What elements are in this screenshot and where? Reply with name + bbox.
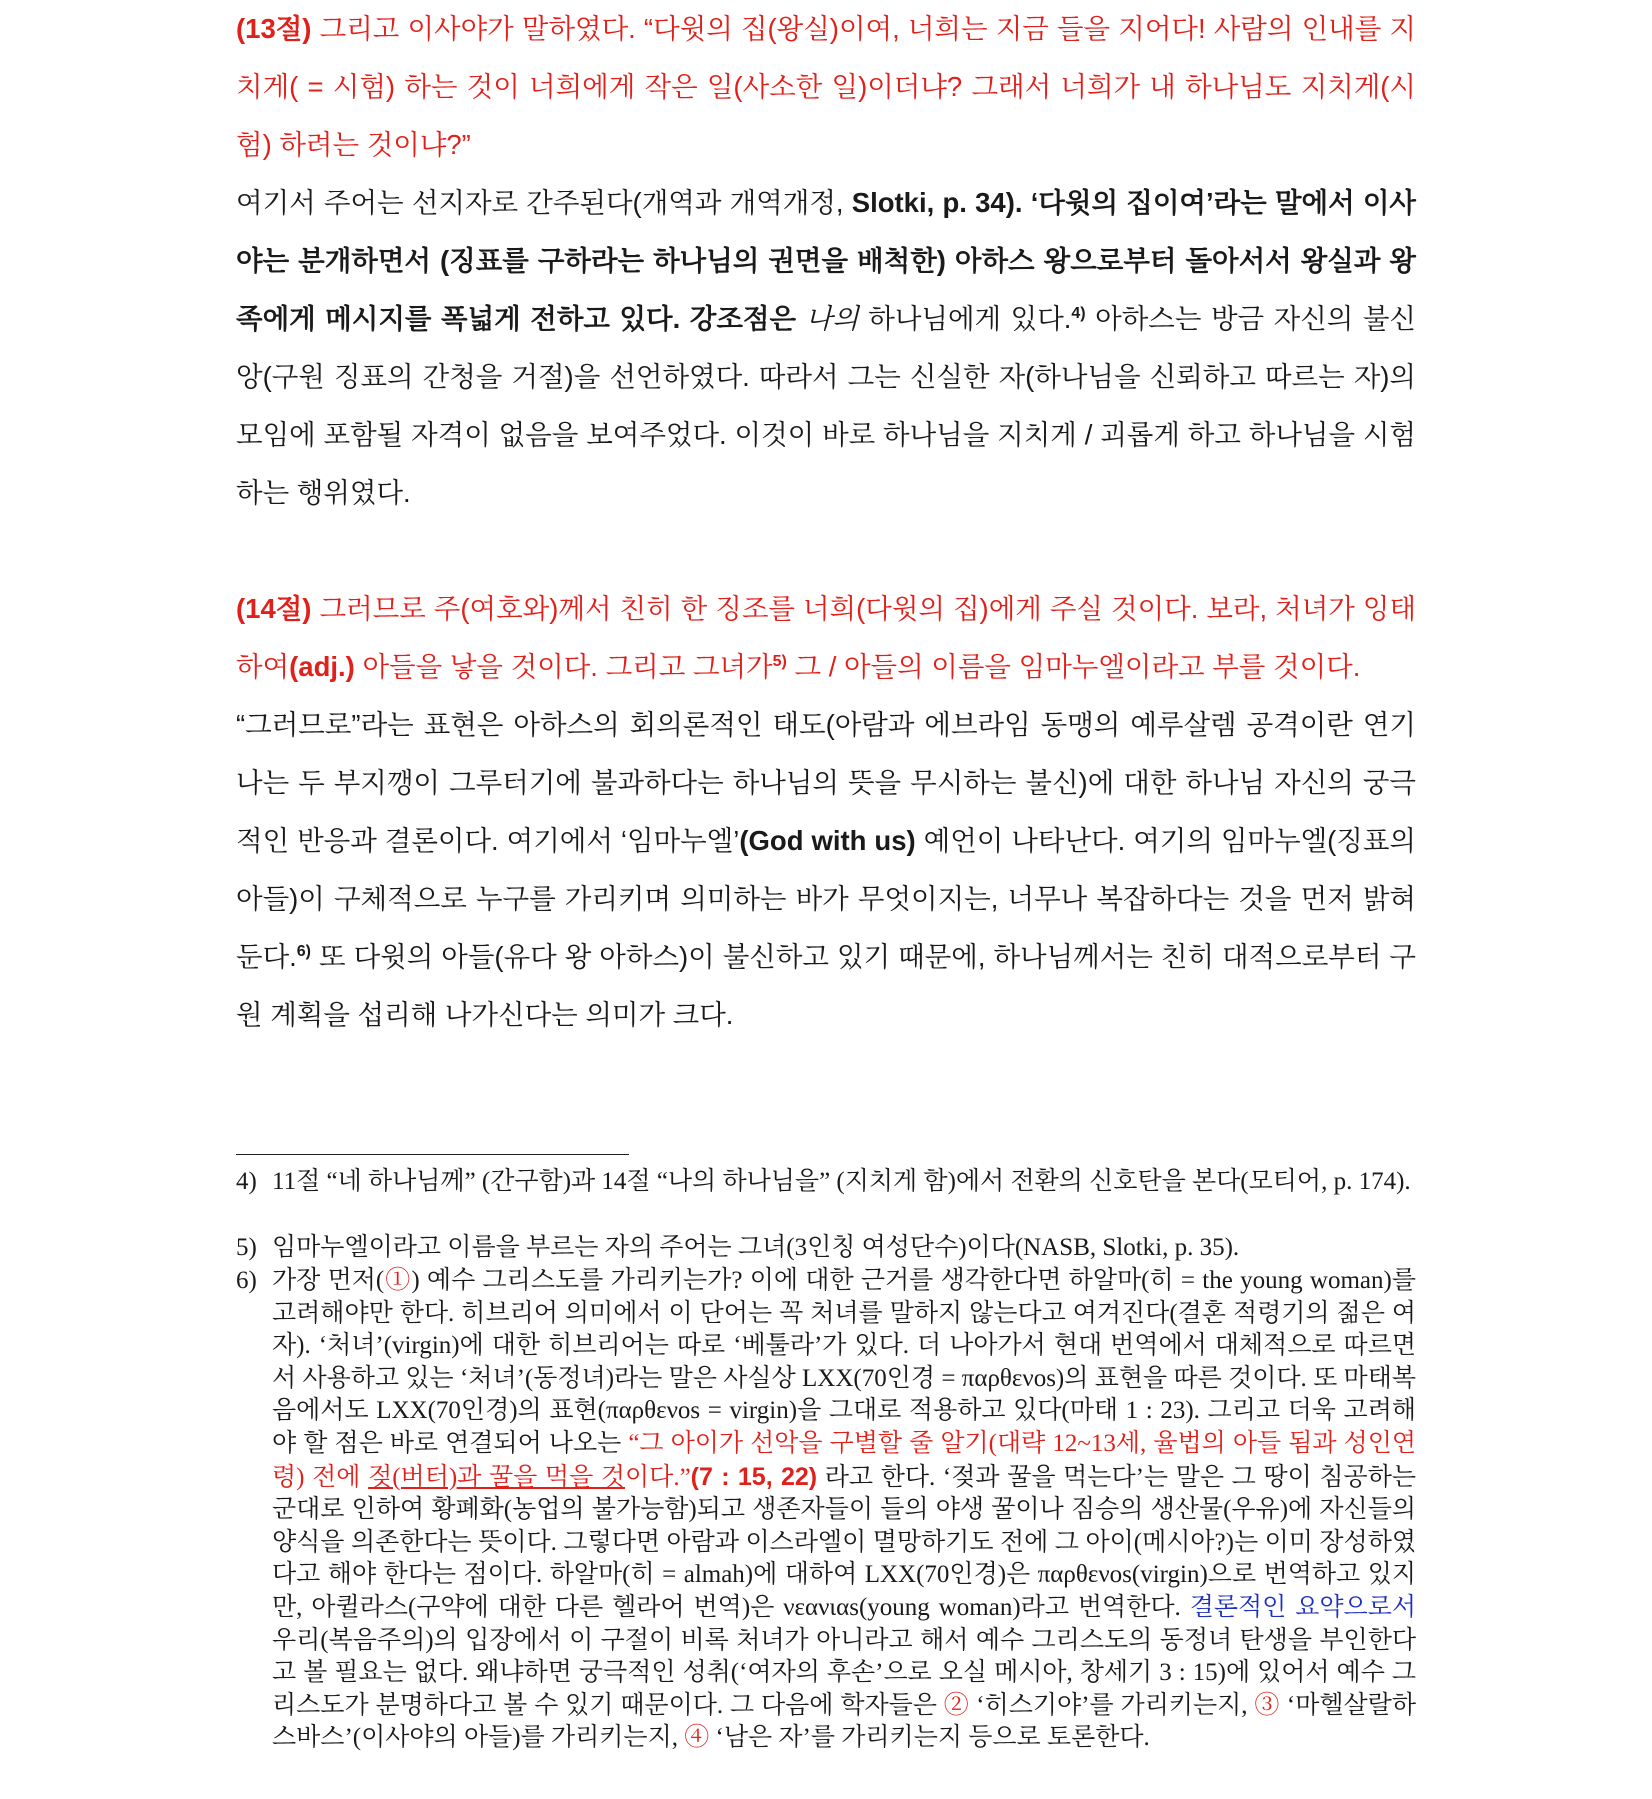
verse-14-label: (14절) [236, 593, 312, 624]
footnote-5-number: 5) [236, 1234, 257, 1261]
verse-14-commentary-b: (God with us) [739, 825, 916, 856]
footnote-4 [236, 1166, 1416, 1199]
fn6-part-b: ) 예수 그리스도를 가리키는가? 이에 대한 근거를 생각한다면 하알마(히 = the young woman)를 고려해야만 한다. 히브리어 의미에서 이 단어는 꼭 처녀를 말하지 않는다고 여겨진다(결혼 적령기의 젊은 여자). ‘처녀’(virgin)에 대한 히브리어는 따로 ‘베툴라’가 있다. 더 나아가서 현대 번역에서 대체적으로 따르면서 사용하고 있는 ‘처녀’(동정녀)라는 말은 사실상 LXX(70인경 = παρθενos)의 표현을 따른 것이다. 또 마태복음에서도 LXX(70인경)의 표현(παρθενos = virgin)을 그대로 적용하고 있다(마태 1 : 23). 그리고 더욱 고려해야 할 점은 바로 연결되어 나오는 [272, 1267, 1416, 1457]
footnote-5 [236, 1232, 1416, 1265]
footnote-ref-6[interactable]: 6) [296, 942, 312, 960]
fn6-part-f: ‘마헬살랄하스바스’(이사야의 아들)를 가리키는지, [272, 1691, 1416, 1752]
verse-13-emphasis: 나의 [805, 303, 859, 334]
fn6-red-quote-a: “그 아이가 선악을 구별할 줄 알기(대략 12~13세, 율법의 아들 됨과 성인연령) 전에 [272, 1429, 1416, 1491]
footnote-6 [236, 1265, 1416, 1755]
fn6-verse-ref: (7 : 15, 22) [690, 1462, 818, 1491]
footnote-6-text [236, 1265, 1416, 1755]
verse-13-commentary-b: Slotki, p. 34). ‘다윗의 집이여’라는 말에서 이사야는 분개하면서 (징표를 구하라는 하나님의 권면을 배척한) 아하스 왕으로부터 돌아서서 왕실과 왕족에게 메시지를 폭넓게 전하고 있다. 강조점은 [236, 187, 1416, 334]
verse-13-commentary-c: 하나님에게 있다. [858, 303, 1072, 334]
circled-2: ② [943, 1691, 970, 1719]
verse-13-commentary-a: 여기서 주어는 선지자로 간주된다(개역과 개역개정, [236, 187, 852, 218]
verse-13-quote: 그리고 이사야가 말하였다. “다윗의 집(왕실)이여, 너희는 지금 들을 지어다! 사람의 인내를 지치게( = 시험) 하는 것이 너희에게 작은 일(사소한 일)이더냐? 그래서 너희가 내 하나님도 지치게(시험) 하려는 것이냐?” [236, 13, 1417, 160]
verse-14-quote-b: 아들을 낳을 것이다. 그리고 그녀가 [354, 651, 773, 682]
fn6-part-g: ‘남은 자’를 가리키는지 등으로 토론한다. [709, 1724, 1150, 1752]
fn6-part-a: 가장 먼저( [272, 1267, 385, 1294]
verse-14-commentary-c: 예언이 나타난다. 여기의 임마누엘(징표의 아들)이 구체적으로 누구를 가리키며 의미하는 바가 무엇이지는, 너무나 복잡하다는 것을 먼저 밝혀둔다. [236, 825, 1416, 972]
verse-14-commentary-d: 또 다윗의 아들(유다 왕 아하스)이 불신하고 있기 때문에, 하나님께서는 친히 대적으로부터 구원 계획을 섭리해 나가신다는 의미가 크다. [236, 941, 1416, 1030]
circled-1: ① [384, 1267, 412, 1294]
verse-13-commentary-d: 아하스는 방금 자신의 불신앙(구원 징표의 간청을 거절)을 선언하였다. 따라서 그는 신실한 자(하나님을 신뢰하고 따르는 자)의 모임에 포함될 자격이 없음을 보여주었다. 이것이 바로 하나님을 지치게 / 괴롭게 하고 하나님을 시험하는 행위였다. [236, 303, 1416, 508]
fn6-part-c: 라고 한다. ‘젖과 꿀을 먹는다’는 말은 그 땅이 침공하는 군대로 인하여 황폐화(농업의 불가능함)되고 생존자들이 들의 야생 꿀이나 짐승의 생산물(우유)에 자신들의 양식을 의존한다는 뜻이다. 그렇다면 아람과 이스라엘이 멸망하기도 전에 그 아이(메시아?)는 이미 장성하였다고 해야 한다는 점이다. 하알마(히 = almah)에 대하여 LXX(70인경)은 παρθενos(virgin)으로 번역하고 있지만, 아퀼라스(구약에 대한 다른 헬라어 번역)은 νεανιαs(young woman)라고 번역한다. [272, 1463, 1416, 1621]
fn6-part-d: 우리(복음주의)의 입장에서 이 구절이 비록 처녀가 아니라고 해서 예수 그리스도의 동정녀 탄생을 부인한다고 볼 필요는 없다. 왜냐하면 궁극적인 성취(‘여자의 후손’으로 오실 메시아, 창세기 3 : 15)에 있어서 예수 그리스도가 분명하다고 볼 수 있기 때문이다. 그 다음에 학자들은 [272, 1626, 1416, 1719]
verse-14-adj: (adj.) [289, 651, 355, 682]
fn6-red-quote-b: 이다.” [625, 1463, 691, 1491]
footnote-4-number: 4) [236, 1168, 257, 1195]
verse-13-label: (13절) [236, 13, 312, 44]
verse-14-quote-c: 그 / 아들의 이름을 임마누엘이라고 부를 것이다. [786, 651, 1361, 682]
verse-14-quote-a: 그러므로 주(여호와)께서 친히 한 징조를 너희(다윗의 집)에게 주실 것이다. 보라, 처녀가 잉태하여 [236, 593, 1417, 682]
fn6-blue-summary: 결론적인 요약으로서 [1189, 1593, 1416, 1621]
footnote-5-text: 임마누엘이라고 이름을 부르는 자의 주어는 그녀(3인칭 여성단수)이다(NASB, Slotki, p. 35). [272, 1234, 1240, 1261]
footnote-6-number: 6) [236, 1267, 257, 1294]
fn6-part-e: ‘히스기야’를 가리키는지, [969, 1691, 1255, 1719]
circled-3: ③ [1254, 1691, 1281, 1719]
footnote-ref-5[interactable]: 5) [772, 652, 787, 670]
footnote-4-text: 11절 “네 하나님께” (간구함)과 14절 “나의 하나님을” (지치게 함)에서 전환의 신호탄을 본다(모티어, p. 174). [272, 1168, 1411, 1195]
verse-14-commentary-a: “그러므로”라는 표현은 아하스의 회의론적인 태도(아람과 에브라임 동맹의 예루살렘 공격이란 연기 나는 두 부지깽이 그루터기에 불과하다는 하나님의 뜻을 무시하는 불신)에 대한 하나님 자신의 궁극적인 반응과 결론이다. 여기에서 ‘임마누엘’ [236, 709, 1416, 856]
circled-4: ④ [684, 1724, 710, 1752]
verse-13-block [236, 0, 1416, 522]
footnote-divider [236, 1154, 629, 1155]
verse-14-block [236, 580, 1416, 1044]
fn6-red-underlined: 젖(버터)과 꿀을 먹을 것 [368, 1463, 626, 1491]
footnote-ref-4[interactable]: 4) [1071, 304, 1086, 322]
